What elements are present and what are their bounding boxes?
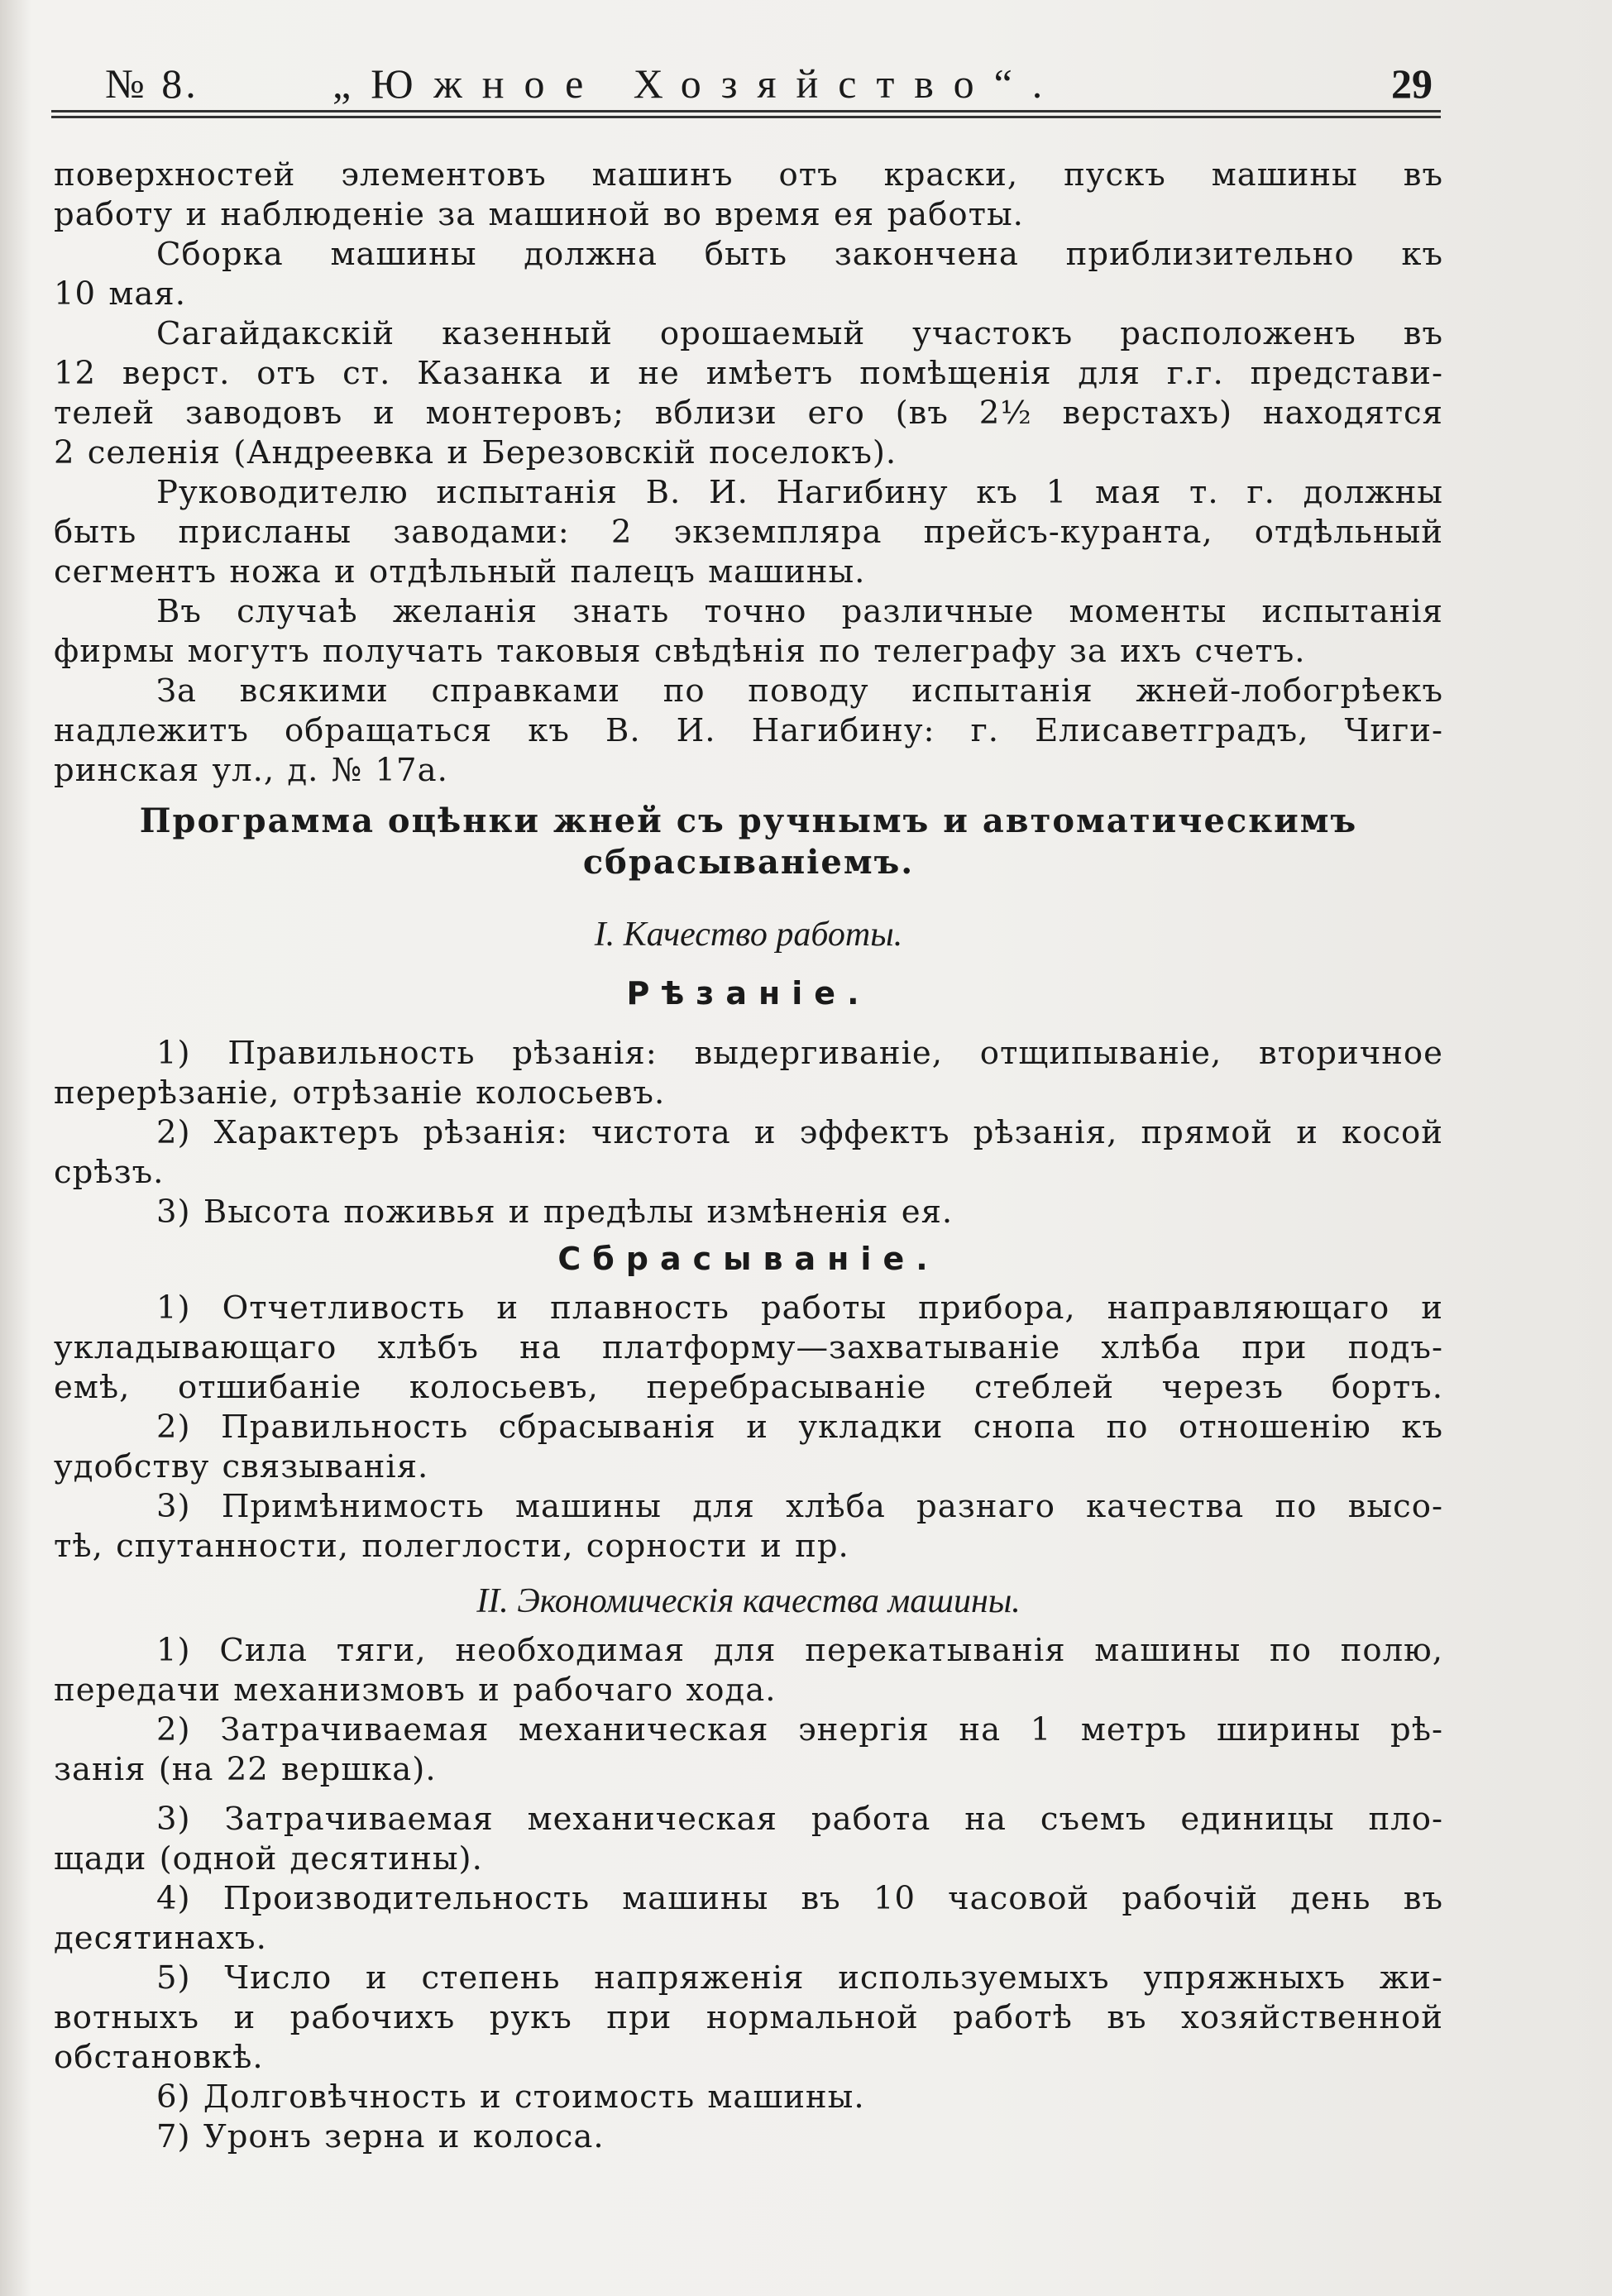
sbrasyvanie-list xyxy=(54,1289,1443,1567)
list-item-line: щади (одной десятины). xyxy=(54,1840,483,1877)
section-2-title: II. Экономическія качества машины. xyxy=(476,1582,1021,1620)
list-item-line: 2) Правильность сбрасыванія и укладки снопа по отношенію къ xyxy=(156,1409,1443,1446)
list-item-line: 7) Уронъ зерна и колоса. xyxy=(156,2118,605,2155)
page-number: 29 xyxy=(1391,60,1433,107)
list-item-line: десятинахъ. xyxy=(54,1920,267,1957)
economic-list xyxy=(54,1631,1443,2157)
list-item-line: удобству связыванія. xyxy=(54,1448,429,1485)
list-item-line: тѣ, спутанности, полеглости, сорности и пр. xyxy=(54,1528,849,1565)
gutter-shadow xyxy=(0,0,31,2296)
text-line: Руководителю испытанія В. И. Нагибину къ 1 мая т. г. должны xyxy=(156,474,1443,511)
paragraph-site xyxy=(54,314,1443,473)
text-line: 12 верст. отъ ст. Казанка и не имѣетъ помѣщенія для г.г. представи- xyxy=(54,355,1443,392)
list-item-line: 4) Производительность машины въ 10 часовой рабочій день въ xyxy=(156,1880,1443,1917)
text-line: Сборка машины должна быть закончена приблизительно къ xyxy=(156,236,1443,273)
list-item-line: укладывающаго хлѣбъ на платформу—захватываніе хлѣба при подъ- xyxy=(54,1329,1443,1366)
section-1-title: I. Качество работы. xyxy=(594,916,903,954)
text-line: поверхностей элементовъ машинъ отъ краски, пускъ машины въ xyxy=(54,156,1443,194)
text-line: ринская ул., д. № 17а. xyxy=(54,752,448,789)
list-item-line: 2) Затрачиваемая механическая энергія на 1 метръ ширины рѣ- xyxy=(156,1711,1443,1748)
text-line: 10 мая. xyxy=(54,275,186,313)
list-item-line: 1) Отчетливость и плавность работы прибора, направляющаго и xyxy=(156,1289,1443,1327)
list-item-line: 3) Затрачиваемая механическая работа на съемъ единицы пло- xyxy=(156,1801,1443,1838)
page-header xyxy=(51,50,1441,116)
program-heading-line: сбрасываніемъ. xyxy=(582,843,915,882)
text-line: работу и наблюденіе за машиной во время ея работы. xyxy=(54,196,1024,233)
rezanie-title: Рѣзаніе. xyxy=(626,975,871,1012)
list-item-line: обстановкѣ. xyxy=(54,2039,264,2076)
paragraph-inquiries xyxy=(54,672,1443,791)
paragraph-telegraph xyxy=(54,592,1443,672)
program-heading xyxy=(54,801,1443,883)
journal-title: „Южное Хозяйство“. xyxy=(332,60,1063,107)
list-item-line: 3) Примѣнимость машины для хлѣба разнаго качества по высо- xyxy=(156,1488,1443,1525)
header-rule-bottom xyxy=(51,116,1441,118)
issue-number: № 8. xyxy=(105,60,199,107)
list-item-line: срѣзъ. xyxy=(54,1154,165,1191)
list-item-line: 2) Характеръ рѣзанія: чистота и эффектъ рѣзанія, прямой и косой xyxy=(156,1114,1443,1151)
text-line: телей заводовъ и монтеровъ; вблизи его (въ 2½ верстахъ) находятся xyxy=(54,395,1443,432)
text-line: надлежитъ обращаться къ В. И. Нагибину: г. Елисаветградъ, Чиги- xyxy=(54,712,1443,749)
rezanie-list xyxy=(54,1034,1443,1232)
list-item-line: 1) Правильность рѣзанія: выдергиваніе, отщипываніе, вторичное xyxy=(156,1035,1443,1072)
list-item-line: передачи механизмовъ и рабочаго хода. xyxy=(54,1672,777,1709)
list-item-line: вотныхъ и рабочихъ рукъ при нормальной работѣ въ хозяйственной xyxy=(54,1999,1443,2036)
list-item-line: занія (на 22 вершка). xyxy=(54,1751,437,1788)
text-line: фирмы могутъ получать таковыя свѣдѣнія по телеграфу за ихъ счетъ. xyxy=(54,633,1306,670)
text-line: быть присланы заводами: 2 экземпляра прейсъ-куранта, отдѣльный xyxy=(54,514,1443,551)
text-line: Въ случаѣ желанія знать точно различные моменты испытанія xyxy=(156,593,1443,630)
paragraph-assembly xyxy=(54,235,1443,314)
text-line: Сагайдакскій казенный орошаемый участокъ расположенъ въ xyxy=(156,315,1443,352)
list-item-line: 3) Высота поживья и предѣлы измѣненія ея. xyxy=(156,1193,954,1231)
list-item-line: 6) Долговѣчность и стоимость машины. xyxy=(156,2078,865,2116)
list-item-line: емѣ, отшибаніе колосьевъ, перебрасываніе стеблей черезъ бортъ. xyxy=(54,1369,1443,1406)
list-item-line: 5) Число и степень напряженія используемыхъ упряжныхъ жи- xyxy=(156,1959,1443,1997)
text-line: За всякими справками по поводу испытанія жней-лобогрѣекъ xyxy=(156,672,1443,710)
list-item-line: перерѣзаніе, отрѣзаніе колосьевъ. xyxy=(54,1074,666,1112)
program-heading-line: Программа оцѣнки жней съ ручнымъ и автоматическимъ xyxy=(139,801,1358,840)
text-line: сегментъ ножа и отдѣльный палецъ машины. xyxy=(54,553,866,591)
list-item-line: 1) Сила тяги, необходимая для перекатыванія машины по полю, xyxy=(156,1632,1443,1669)
sbrasyvanie-title: Сбрасываніе. xyxy=(557,1241,940,1277)
header-rule-top xyxy=(51,110,1441,112)
text-line: 2 селенія (Андреевка и Березовскій поселокъ). xyxy=(54,434,897,471)
paragraph-machine-work xyxy=(54,155,1443,235)
paragraph-supervisor xyxy=(54,473,1443,592)
